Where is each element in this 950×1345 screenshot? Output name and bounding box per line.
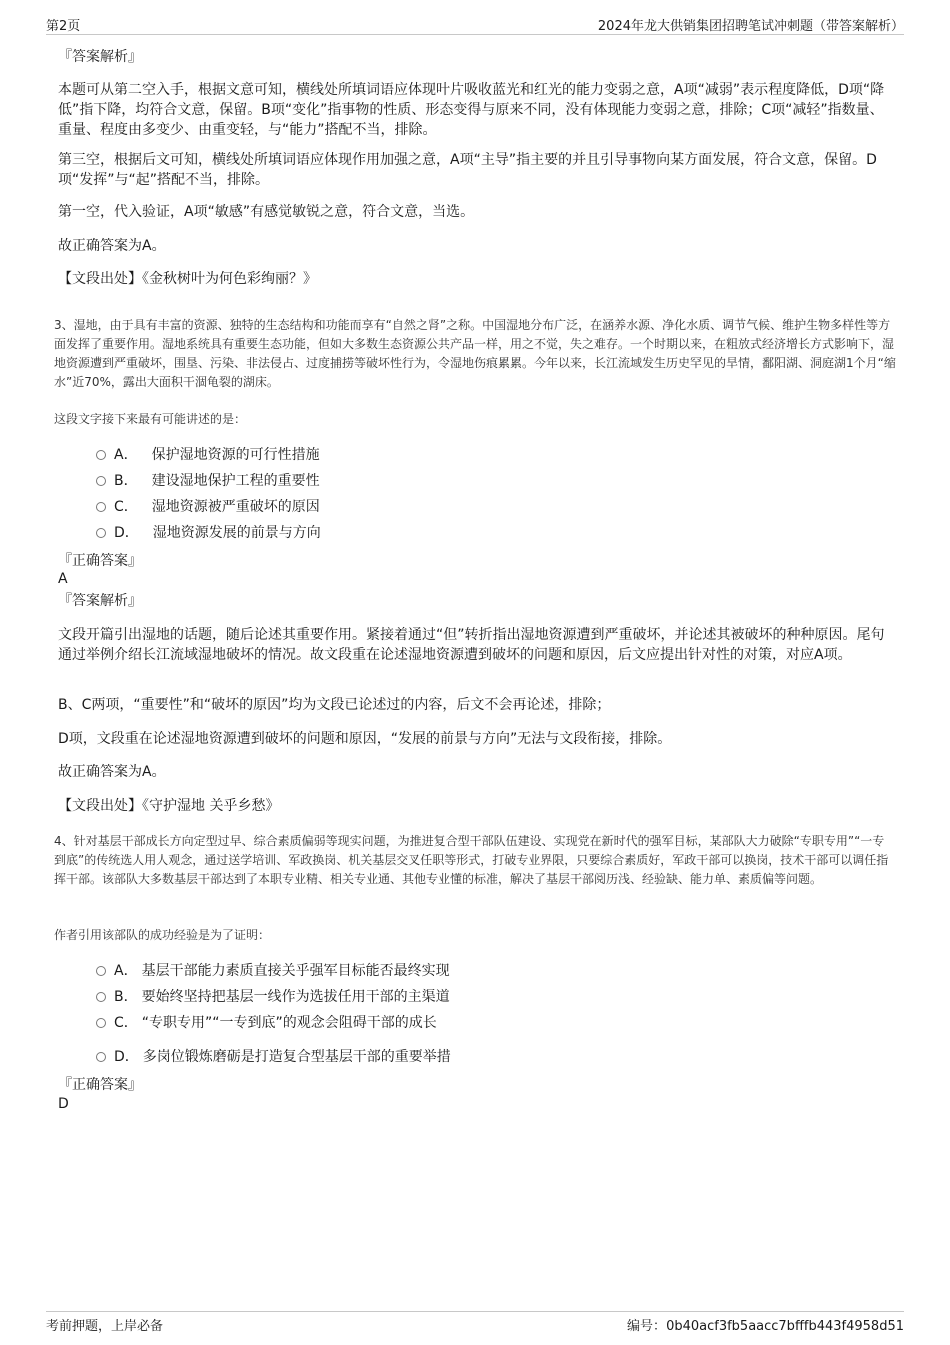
option-text: 基层干部能力素质直接关乎强军目标能否最终实现: [141, 963, 450, 979]
code-label: 编号：: [627, 1319, 667, 1334]
option-text: 多岗位锻炼磨砺是打造复合型基层干部的重要举措: [142, 1049, 451, 1065]
q3-analysis-label: 『答案解析』: [58, 593, 142, 609]
q3-analysis-para-2: B、C两项，“重要性”和“破坏的原因”均为文段已论述过的内容，后文不会再论述，排除；: [58, 697, 611, 713]
option-key: C．: [114, 1015, 138, 1031]
q2-analysis-para-4: 故正确答案为A。: [58, 238, 166, 254]
option-key: B．: [114, 473, 138, 489]
option-text: “专职专用”“一专到底”的观念会阻碍干部的成长: [141, 1015, 437, 1031]
q3-option-a[interactable]: [96, 445, 320, 465]
q3-answer: A: [58, 571, 68, 587]
q2-analysis-para-2: 第三空，根据后文可知，横线处所填词语应体现作用加强之意，A项“主导”指主要的并且引导事物向某方面发展，符合文意，保留。D项“发挥”与“起”搭配不当，排除。: [58, 152, 877, 188]
page-number: 第2页: [46, 19, 81, 34]
radio-icon[interactable]: [96, 476, 106, 486]
page-header: [46, 14, 904, 35]
option-key: A．: [114, 963, 138, 979]
q2-source: 【文段出处】《金秋树叶为何色彩绚丽？》: [58, 271, 317, 287]
q4-answer: D: [58, 1096, 69, 1112]
q3-analysis-para-4: 故正确答案为A。: [58, 764, 166, 780]
q3-analysis-para-1: 文段开篇引出湿地的话题，随后论述其重要作用。紧接着通过“但”转折指出湿地资源遭到严重破坏，并论述其被破坏的种种原因。尾句通过举例介绍长江流域湿地破坏的情况。故文段重在论述湿地资源遭到破坏的问题和原因，后文应提出针对性的对策，对应A项。: [58, 627, 885, 663]
q4-passage: 4、针对基层干部成长方向定型过早、综合素质偏弱等现实问题，为推进复合型干部队伍建设、实现党在新时代的强军目标，某部队大力破除“专职专用”“一专到底”的传统选人用人观念，通过送学培训、军政换岗、机关基层交叉任职等形式，打破专业界限，只要综合素质好，军政干部可以换岗，技术干部可以调任指挥干部。该部队大多数基层干部达到了本职专业精、相关专业通、其他专业懂的标准，解决了基层干部阅历浅、经验缺、能力单、素质偏等问题。: [54, 834, 889, 886]
option-text: 保护湿地资源的可行性措施: [151, 447, 320, 463]
radio-icon[interactable]: [96, 450, 106, 460]
q3-question: 这段文字接下来最有可能讲述的是：: [54, 412, 247, 426]
radio-icon[interactable]: [96, 992, 106, 1002]
q2-analysis-para-1: 本题可从第二空入手，根据文意可知，横线处所填词语应体现叶片吸收蓝光和红光的能力变弱之意，A项“减弱”表示程度降低，D项“降低”指下降，均符合文意，保留。B项“变化”指事物的性质、形态变得与原来不同，没有体现能力变弱之意，排除；C项“减轻”指数量、重量、程度由多变少、由重变轻，与“能力”搭配不当，排除。: [58, 82, 885, 138]
radio-icon[interactable]: [96, 966, 106, 976]
q3-source: 【文段出处】《守护湿地 关乎乡愁》: [58, 798, 280, 814]
q4-question: 作者引用该部队的成功经验是为了证明：: [54, 928, 271, 942]
option-key: D．: [114, 525, 139, 541]
q3-option-c[interactable]: [96, 497, 320, 517]
q4-option-d[interactable]: [96, 1047, 451, 1067]
q4-answer-label: 『正确答案』: [58, 1077, 142, 1093]
q2-analysis-para-3: 第一空，代入验证，A项“敏感”有感觉敏锐之意，符合文意，当选。: [58, 204, 475, 220]
radio-icon[interactable]: [96, 1018, 106, 1028]
q3-answer-label: 『正确答案』: [58, 553, 142, 569]
option-text: 湿地资源发展的前景与方向: [152, 525, 321, 541]
radio-icon[interactable]: [96, 502, 106, 512]
code-value: 0b40acf3fb5aacc7bfffb443f4958d51: [666, 1319, 904, 1334]
option-key: C．: [114, 499, 138, 515]
q3-passage: 3、湿地，由于具有丰富的资源、独特的生态结构和功能而享有“自然之肾”之称。中国湿地分布广泛，在涵养水源、净化水质、调节气候、维护生物多样性等方面发挥了重要作用。湿地系统具有重要生态功能，但如大多数生态资源公共产品一样，用之不觉，失之难存。一个时期以来，在粗放式经济增长方式影响下，湿地资源遭到严重破坏，围垦、污染、非法侵占、过度捕捞等破坏性行为，令湿地伤痕累累。今年以来，长江流域发生历史罕见的旱情，鄱阳湖、洞庭湖1个月“缩水”近70%，露出大面积干涸龟裂的湖床。: [54, 318, 896, 389]
footer-slogan: 考前押题，上岸必备: [46, 1319, 164, 1334]
option-key: B．: [114, 989, 138, 1005]
radio-icon[interactable]: [96, 528, 106, 538]
q3-option-b[interactable]: [96, 471, 320, 491]
radio-icon[interactable]: [96, 1052, 106, 1062]
q2-analysis-label: 『答案解析』: [58, 49, 142, 65]
option-text: 建设湿地保护工程的重要性: [151, 473, 320, 489]
page-footer: [46, 1311, 904, 1334]
q4-option-a[interactable]: [96, 961, 450, 981]
q4-option-c[interactable]: [96, 1013, 437, 1033]
option-key: D．: [114, 1049, 139, 1065]
document-title: 2024年龙大供销集团招聘笔试冲刺题（带答案解析）: [597, 19, 904, 34]
q4-option-b[interactable]: [96, 987, 450, 1007]
q3-option-d[interactable]: [96, 523, 321, 543]
q3-analysis-para-3: D项，文段重在论述湿地资源遭到破坏的问题和原因，“发展的前景与方向”无法与文段衔接，排除。: [58, 731, 672, 747]
document-code: [627, 1315, 904, 1334]
option-key: A．: [114, 447, 138, 463]
option-text: 要始终坚持把基层一线作为选拔任用干部的主渠道: [141, 989, 450, 1005]
option-text: 湿地资源被严重破坏的原因: [151, 499, 320, 515]
